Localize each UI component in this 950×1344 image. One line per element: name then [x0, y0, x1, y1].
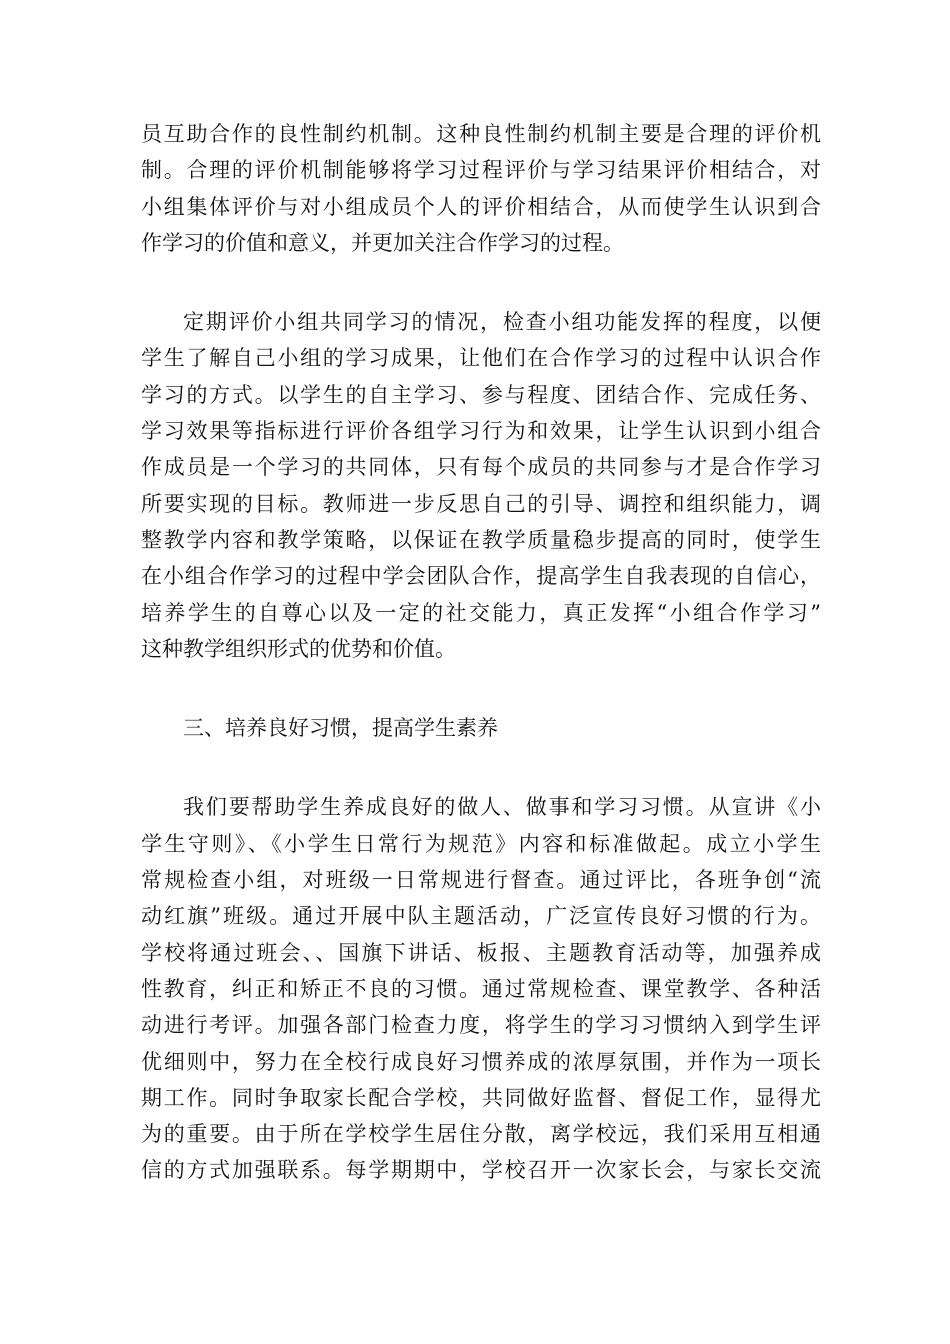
section-heading-text: 三、培养良好习惯，提高学生素养 — [183, 716, 498, 741]
text-line: 在小组合作学习的过程中学会团队合作，提高学生自我表现的自信心， — [141, 564, 821, 589]
text-line: 作成员是一个学习的共同体，只有每个成员的共同参与才是合作学习 — [141, 455, 821, 480]
text-line: 制。合理的评价机制能够将学习过程评价与学习结果评价相结合，对 — [141, 158, 821, 183]
text-line: 期工作。同时争取家长配合学校，共同做好监督、督促工作，显得尤 — [141, 1085, 821, 1110]
document-body — [141, 116, 821, 1189]
text-line: 优细则中，努力在全校行成良好习惯养成的浓厚氛围，并作为一项长 — [141, 1049, 821, 1074]
paragraph-1 — [141, 116, 821, 261]
text-line: 常规检查小组，对班级一日常规进行督查。通过评比，各班争创“流 — [141, 868, 821, 893]
text-line: 学生了解自己小组的学习成果，让他们在合作学习的过程中认识合作 — [141, 346, 821, 371]
text-line: 定期评价小组共同学习的情况，检查小组功能发挥的程度，以便 — [183, 310, 821, 335]
text-line: 性教育，纠正和矫正不良的习惯。通过常规检查、课堂教学、各种活 — [141, 976, 821, 1001]
text-line: 所要实现的目标。教师进一步反思自己的引导、调控和组织能力，调 — [141, 491, 821, 516]
text-line: 作学习的价值和意义，并更加关注合作学习的过程。 — [141, 230, 624, 255]
text-line: 小组集体评价与对小组成员个人的评价相结合，从而使学生认识到合 — [141, 194, 821, 219]
text-line: 整教学内容和教学策略，以保证在教学质量稳步提高的同时，使学生 — [141, 527, 821, 552]
text-line: 动进行考评。加强各部门检查力度，将学生的学习习惯纳入到学生评 — [141, 1013, 821, 1038]
paragraph-spacer — [141, 261, 821, 304]
paragraph-spacer — [141, 746, 821, 789]
paragraph-spacer — [141, 667, 821, 710]
paragraph-2 — [141, 304, 821, 667]
text-line: 这种教学组织形式的优势和价值。 — [141, 636, 456, 661]
text-line: 学校将通过班会、、国旗下讲话、板报、主题教育活动等，加强养成 — [141, 940, 821, 965]
text-line: 为的重要。由于所在学校学生居住分散，离学校远，我们采用互相通 — [141, 1122, 821, 1147]
text-line: 学生守则》、《小学生日常行为规范》内容和标准做起。成立小学生 — [141, 831, 821, 856]
text-line: 动红旗”班级。通过开展中队主题活动，广泛宣传良好习惯的行为。 — [141, 904, 821, 929]
section-heading — [141, 710, 821, 746]
text-line: 培养学生的自尊心以及一定的社交能力，真正发挥“小组合作学习” — [141, 600, 821, 625]
paragraph-3 — [141, 789, 821, 1188]
text-line: 学习的方式。以学生的自主学习、参与程度、团结合作、完成任务、 — [141, 382, 821, 407]
text-line: 信的方式加强联系。每学期期中，学校召开一次家长会，与家长交流 — [141, 1158, 821, 1183]
text-line: 我们要帮助学生养成良好的做人、做事和学习习惯。从宣讲《小 — [183, 795, 821, 820]
text-line: 学习效果等指标进行评价各组学习行为和效果，让学生认识到小组合 — [141, 419, 821, 444]
text-line: 员互助合作的良性制约机制。这种良性制约机制主要是合理的评价机 — [141, 122, 821, 146]
